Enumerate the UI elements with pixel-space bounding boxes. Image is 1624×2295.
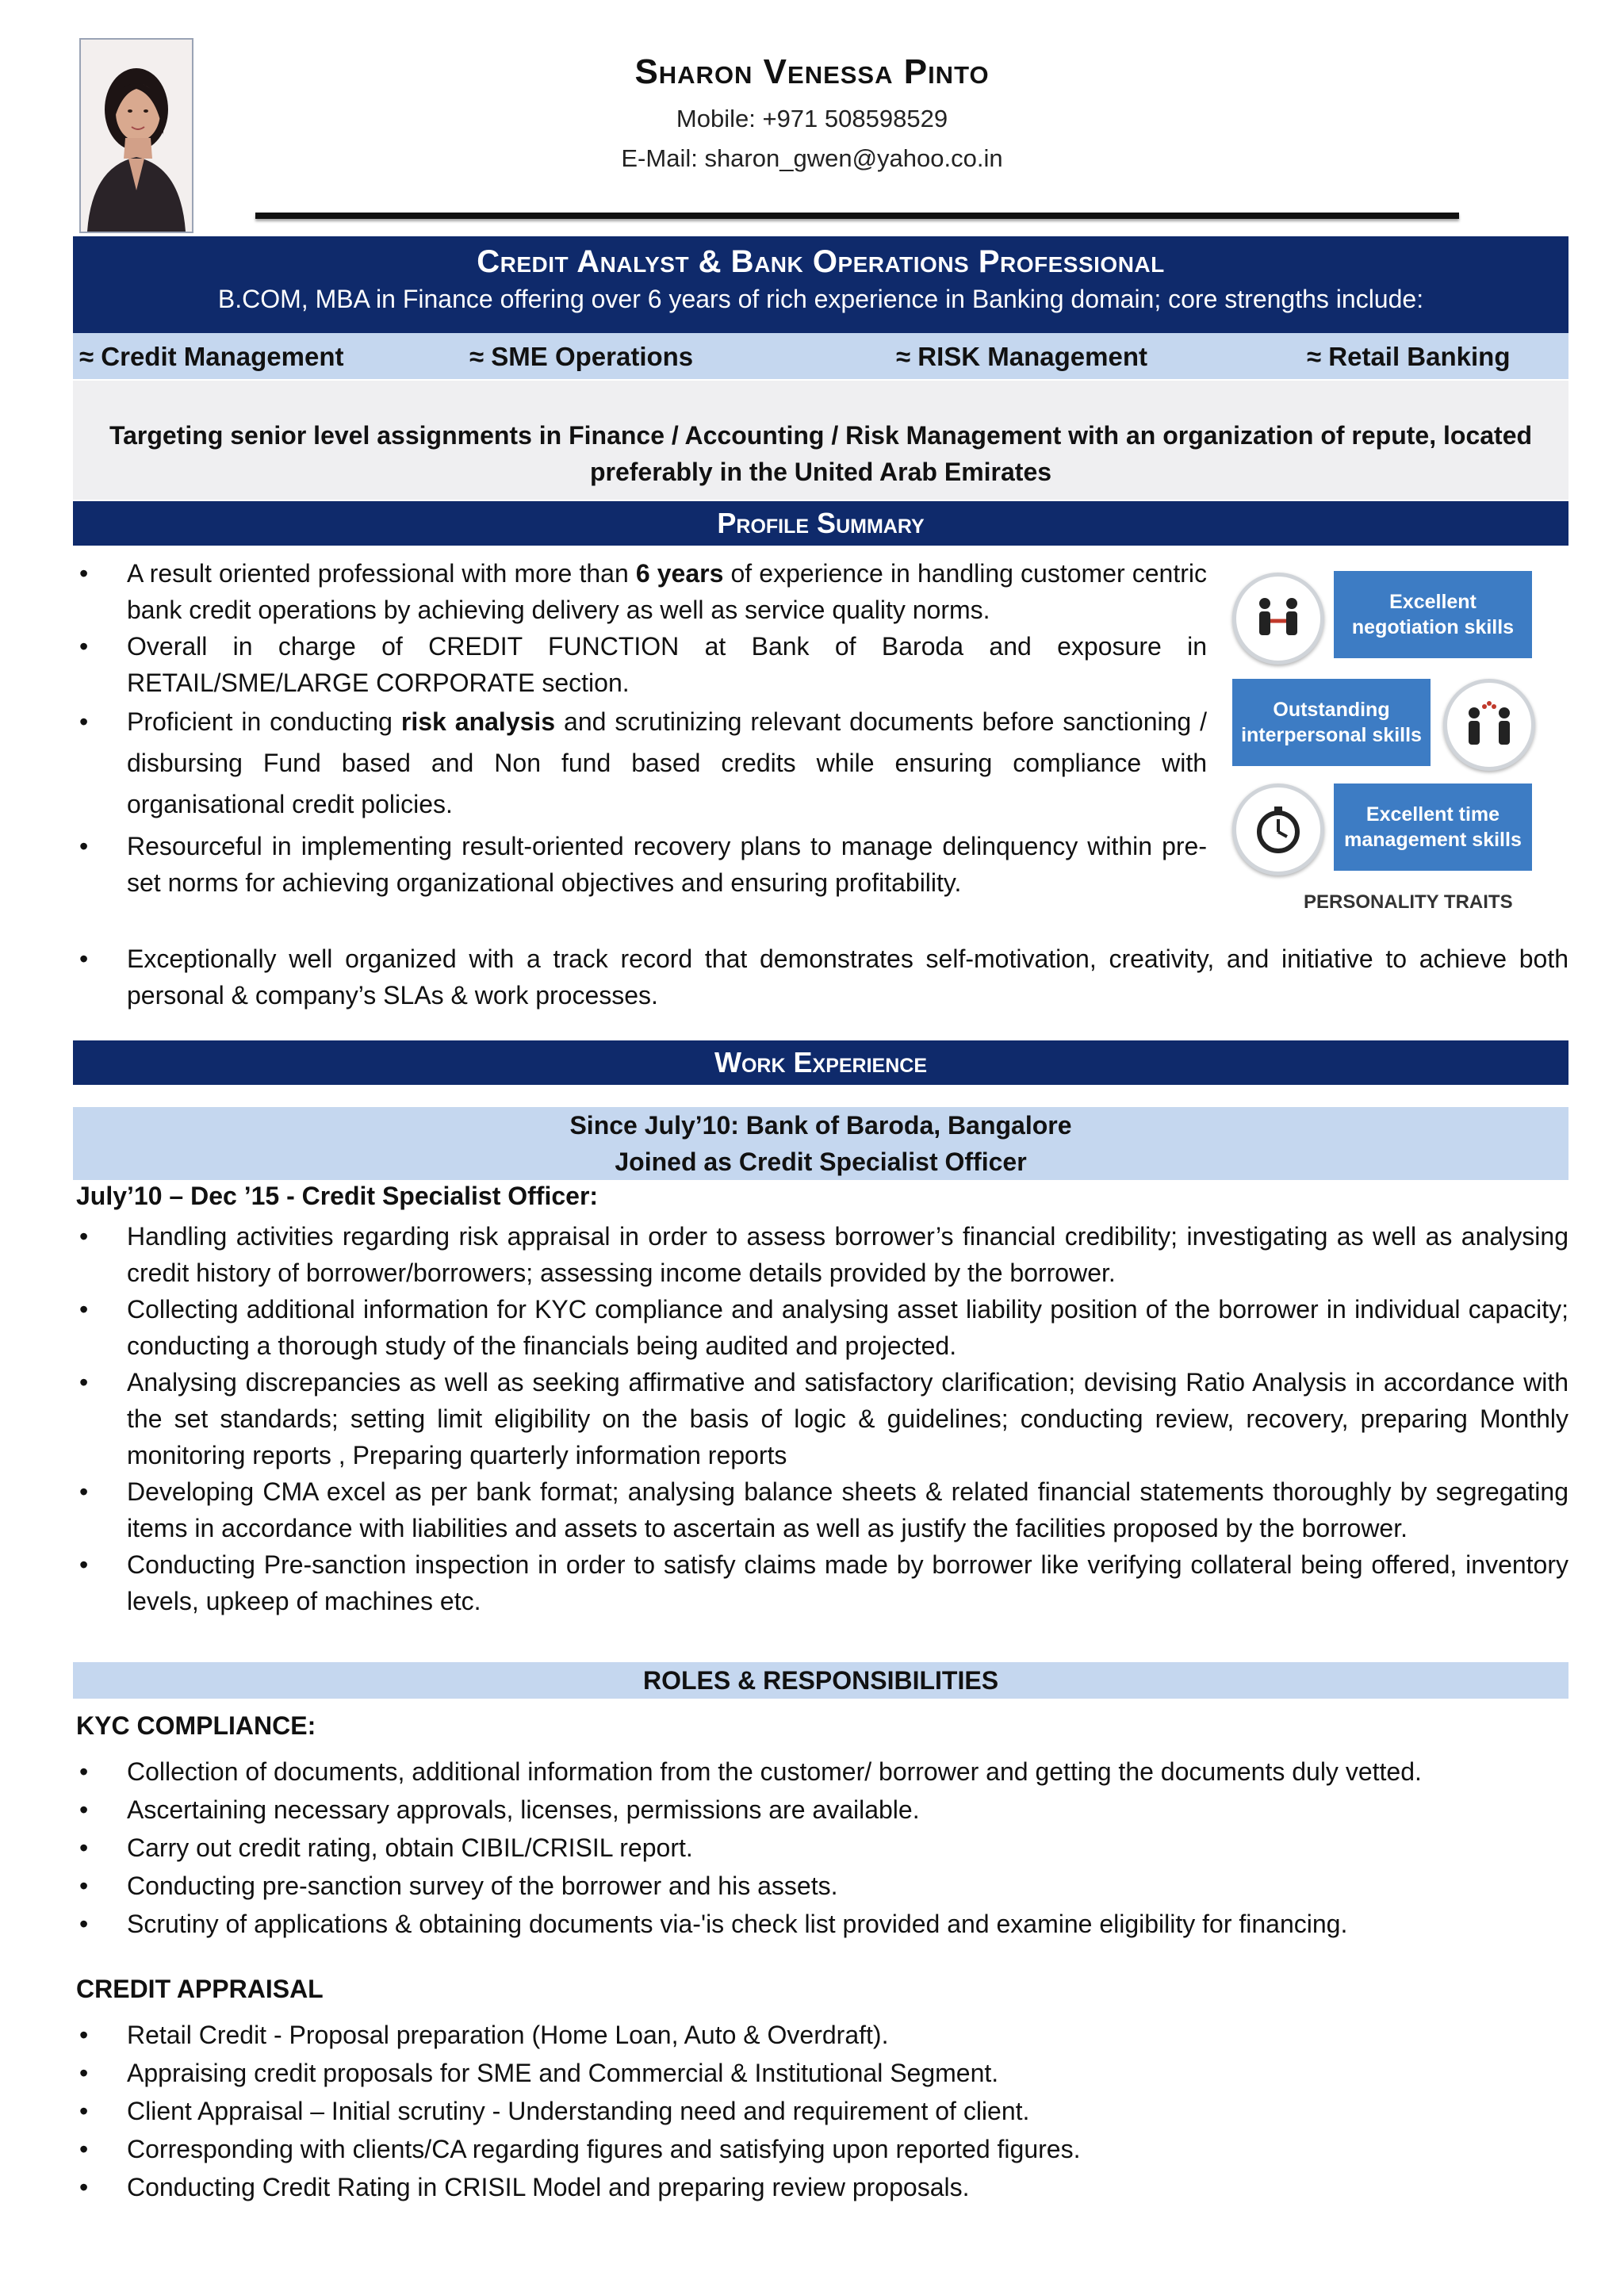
list-item: • Conducting pre-sanction survey of the borrower and his assets. xyxy=(79,1867,1568,1905)
list-item: • Developing CMA excel as per bank format; analysing balance sheets & related financial statements thoroughly by segregating items in accordance with liabilities and assets to ascertain as well as justify the facilities proposed by the borrower. xyxy=(79,1473,1568,1546)
list-item: • Corresponding with clients/CA regarding figures and satisfying upon reported figures. xyxy=(79,2130,1568,2168)
people-handshake-icon xyxy=(1232,573,1324,665)
list-item: • Scrutiny of applications & obtaining documents via-'is check list provided and examine eligibility for financing. xyxy=(79,1905,1568,1943)
header-divider xyxy=(255,213,1459,219)
personality-traits-graphic xyxy=(1229,568,1546,925)
professional-title: Credit Analyst & Bank Operations Professional xyxy=(477,244,1165,279)
objective-text: Targeting senior level assignments in Finance / Accounting / Risk Management with an organization of repute, located preferably in the United Arab Emirates xyxy=(109,421,1533,486)
list-item: • Client Appraisal – Initial scrutiny - Understanding need and requirement of client. xyxy=(79,2092,1568,2130)
title-band xyxy=(73,236,1568,333)
career-objective xyxy=(73,381,1568,500)
strength-item: ≈ RISK Management xyxy=(896,342,1147,371)
profile-summary-heading: Profile Summary xyxy=(73,501,1568,546)
list-item: • Handling activities regarding risk appraisal in order to assess borrower’s financial credibility; investigating as well as analysing credit history of borrower/borrowers; assessing income details provided by the borrower. xyxy=(79,1218,1568,1291)
kyc-compliance-heading: KYC COMPLIANCE: xyxy=(76,1711,316,1740)
professional-subtitle: B.COM, MBA in Finance offering over 6 years of rich experience in Banking domain; core strengths include: xyxy=(217,285,1424,313)
list-item: • Collecting additional information for KYC compliance and analysing asset liability position of the borrower in individual capacity; conducting a thorough study of the financials being audited and projected. xyxy=(79,1291,1568,1364)
role-period: July’10 – Dec ’15 - Credit Specialist Officer: xyxy=(76,1182,599,1210)
work-duties-list xyxy=(79,1218,1568,1619)
stopwatch-icon xyxy=(1232,784,1324,875)
mobile-number: Mobile: +971 508598529 xyxy=(676,105,948,132)
list-item: • Overall in charge of CREDIT FUNCTION at Bank of Baroda and exposure in RETAIL/SME/LARGE CORPORATE section. xyxy=(79,628,1207,701)
list-item: • Carry out credit rating, obtain CIBIL/CRISIL report. xyxy=(79,1829,1568,1867)
list-item: • Retail Credit - Proposal preparation (Home Loan, Auto & Overdraft). xyxy=(79,2016,1568,2054)
list-item: • Resourceful in implementing result-oriented recovery plans to manage delinquency within pre-set norms for achieving organizational objectives and ensuring profitability. xyxy=(79,828,1207,901)
list-item: • Collection of documents, additional information from the customer/ borrower and getting the documents duly vetted. xyxy=(79,1753,1568,1791)
list-item: • Analysing discrepancies as well as seeking affirmative and satisfactory clarification; devising Ratio Analysis in accordance with the set standards; setting limit eligibility on the basis of logic & guidelines; conducting review, recovery, preparing Monthly monitoring reports , Preparing quarterly information reports xyxy=(79,1364,1568,1473)
list-item: • Appraising credit proposals for SME and Commercial & Institutional Segment. xyxy=(79,2054,1568,2092)
credit-appraisal-heading: CREDIT APPRAISAL xyxy=(76,1975,324,2003)
time-management-box: Excellent time management skills xyxy=(1334,784,1532,871)
list-item: • Ascertaining necessary approvals, licenses, permissions are available. xyxy=(79,1791,1568,1829)
employer-name: Since July’10: Bank of Baroda, Bangalore xyxy=(569,1111,1072,1140)
list-item: • Exceptionally well organized with a track record that demonstrates self-motivation, creativity, and initiative to achieve both personal & company’s SLAs & work processes. xyxy=(79,941,1568,1013)
strength-item: ≈ Credit Management xyxy=(79,342,344,371)
employer-role: Joined as Credit Specialist Officer xyxy=(615,1148,1027,1176)
list-item: • Proficient in conducting risk analysis and scrutinizing relevant documents before sanctioning / disbursing Fund based and Non fund based credits while ensuring compliance with organisational credit policies. xyxy=(79,701,1207,825)
core-strengths-row xyxy=(73,333,1568,379)
strength-item: ≈ Retail Banking xyxy=(1307,342,1511,371)
people-talking-icon xyxy=(1443,679,1535,771)
employer-band xyxy=(73,1107,1568,1180)
profile-summary-list xyxy=(79,555,1207,901)
personality-traits-caption: PERSONALITY TRAITS xyxy=(1304,891,1513,913)
roles-responsibilities-heading: ROLES & RESPONSIBILITIES xyxy=(73,1662,1568,1699)
credit-appraisal-list xyxy=(79,2016,1568,2206)
work-experience-heading: Work Experience xyxy=(73,1040,1568,1085)
list-item: • Conducting Credit Rating in CRISIL Model and preparing review proposals. xyxy=(79,2168,1568,2206)
interpersonal-skills-box: Outstanding interpersonal skills xyxy=(1232,679,1431,766)
negotiation-skills-box: Excellent negotiation skills xyxy=(1334,571,1532,658)
email-address: E-Mail: sharon_gwen@yahoo.co.in xyxy=(621,144,1003,172)
profile-summary-list-cont xyxy=(79,941,1568,1013)
list-item: • Conducting Pre-sanction inspection in order to satisfy claims made by borrower like verifying collateral being offered, inventory levels, upkeep of machines etc. xyxy=(79,1546,1568,1619)
kyc-compliance-list xyxy=(79,1753,1568,1943)
list-item: • A result oriented professional with more than 6 years of experience in handling customer centric bank credit operations by achieving delivery as well as service quality norms. xyxy=(79,555,1207,628)
candidate-name: Sharon Venessa Pinto xyxy=(634,52,990,91)
strength-item: ≈ SME Operations xyxy=(469,342,694,371)
